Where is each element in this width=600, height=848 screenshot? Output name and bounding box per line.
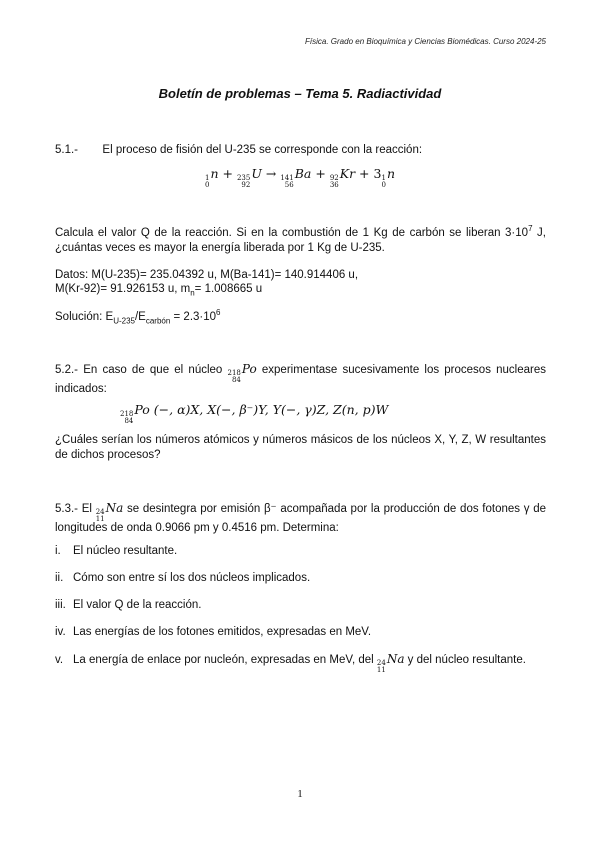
problem-5-1-solution: Solución: $E_{U-235}/E_{carbón} = 2.3\cdot 10^6$ [55, 308, 221, 326]
decay-chain-equation: 218 84 Po (−, α)X, X(−, β⁻)Y, Y(−, γ)Z, Z(n, p)W [120, 402, 389, 425]
problem-5-3-item-ii: ii. Cómo son entre sí los dos núcleos implicados. [55, 572, 311, 584]
problem-5-3-item-i: i. El núcleo resultante. [55, 545, 178, 557]
problem-5-1-intro [55, 143, 422, 157]
problem-5-2-statement: 5.2.- En caso de que el núcleo 218 84 Po experimentase sucesivamente los procesos nucleares indicados: [55, 362, 546, 395]
problem-5-1-label: 5.1.- [55, 144, 79, 156]
problem-5-1-data-line1: Datos: M(U-235)= 235.04392 u, M(Ba-141)= 140.914406 u, [55, 269, 359, 281]
problem-5-2-question: ¿Cuáles serían los números atómicos y números másicos de los núcleos X, Y, Z, W resultantes de dichos procesos? [55, 434, 546, 461]
fission-equation: 1 0 n + 235 92 U → 141 56 Ba + 92 36 Kr + 3 1 0 n [204, 166, 395, 189]
sodium-nuclide-inline: 24 11 Na [376, 652, 405, 674]
problem-5-3-item-iv: iv. Las energías de los fotones emitidos, expresadas en MeV. [55, 626, 372, 638]
sodium-nuclide: 24 11 Na [95, 501, 124, 523]
neutron-nuclide: 1 0 n [204, 166, 219, 189]
page-number: 1 [297, 788, 303, 800]
polonium-nuclide: 218 84 Po [227, 362, 257, 384]
problem-5-3-item-v: v. La energía de enlace por nucleón, expresadas en MeV, del 24 11 Na y del núcleo resultante. [55, 652, 526, 674]
uranium-nuclide: 235 92 U [236, 166, 262, 189]
neutron-products-nuclide: 1 0 n [381, 166, 395, 189]
problem-5-3-item-iii: iii. El valor Q de la reacción. [55, 599, 202, 611]
document-title: Boletín de problemas – Tema 5. Radiactividad [158, 86, 442, 101]
problem-5-3-statement: 5.3.- El 24 11 Na se desintegra por emisión β⁻ acompañada por la producción de dos fotones γ de longitudes de onda 0.9066 pm y 0.4516 pm. Determina: [55, 501, 547, 534]
problem-5-1-question: Calcula el valor Q de la reacción. Si en la combustión de 1 Kg de carbón se liberan $3\cdot 10^7$ J, ¿cuántas veces es mayor la energía liberada por 1 Kg de U-235. [55, 224, 547, 254]
problem-5-1-data-line2: M(Kr-92)= 91.926153 u, $m_n= 1.008665$ u [55, 283, 263, 298]
problem-5-1-intro-text: El proceso de fisión del U-235 se corresponde con la reacción: [102, 144, 423, 156]
krypton-nuclide: 92 36 Kr [329, 166, 356, 189]
barium-nuclide: 141 56 Ba [280, 166, 312, 189]
document-header: Física. Grado en Bioquímica y Ciencias Biomédicas. Curso 2024-25 [305, 37, 546, 46]
